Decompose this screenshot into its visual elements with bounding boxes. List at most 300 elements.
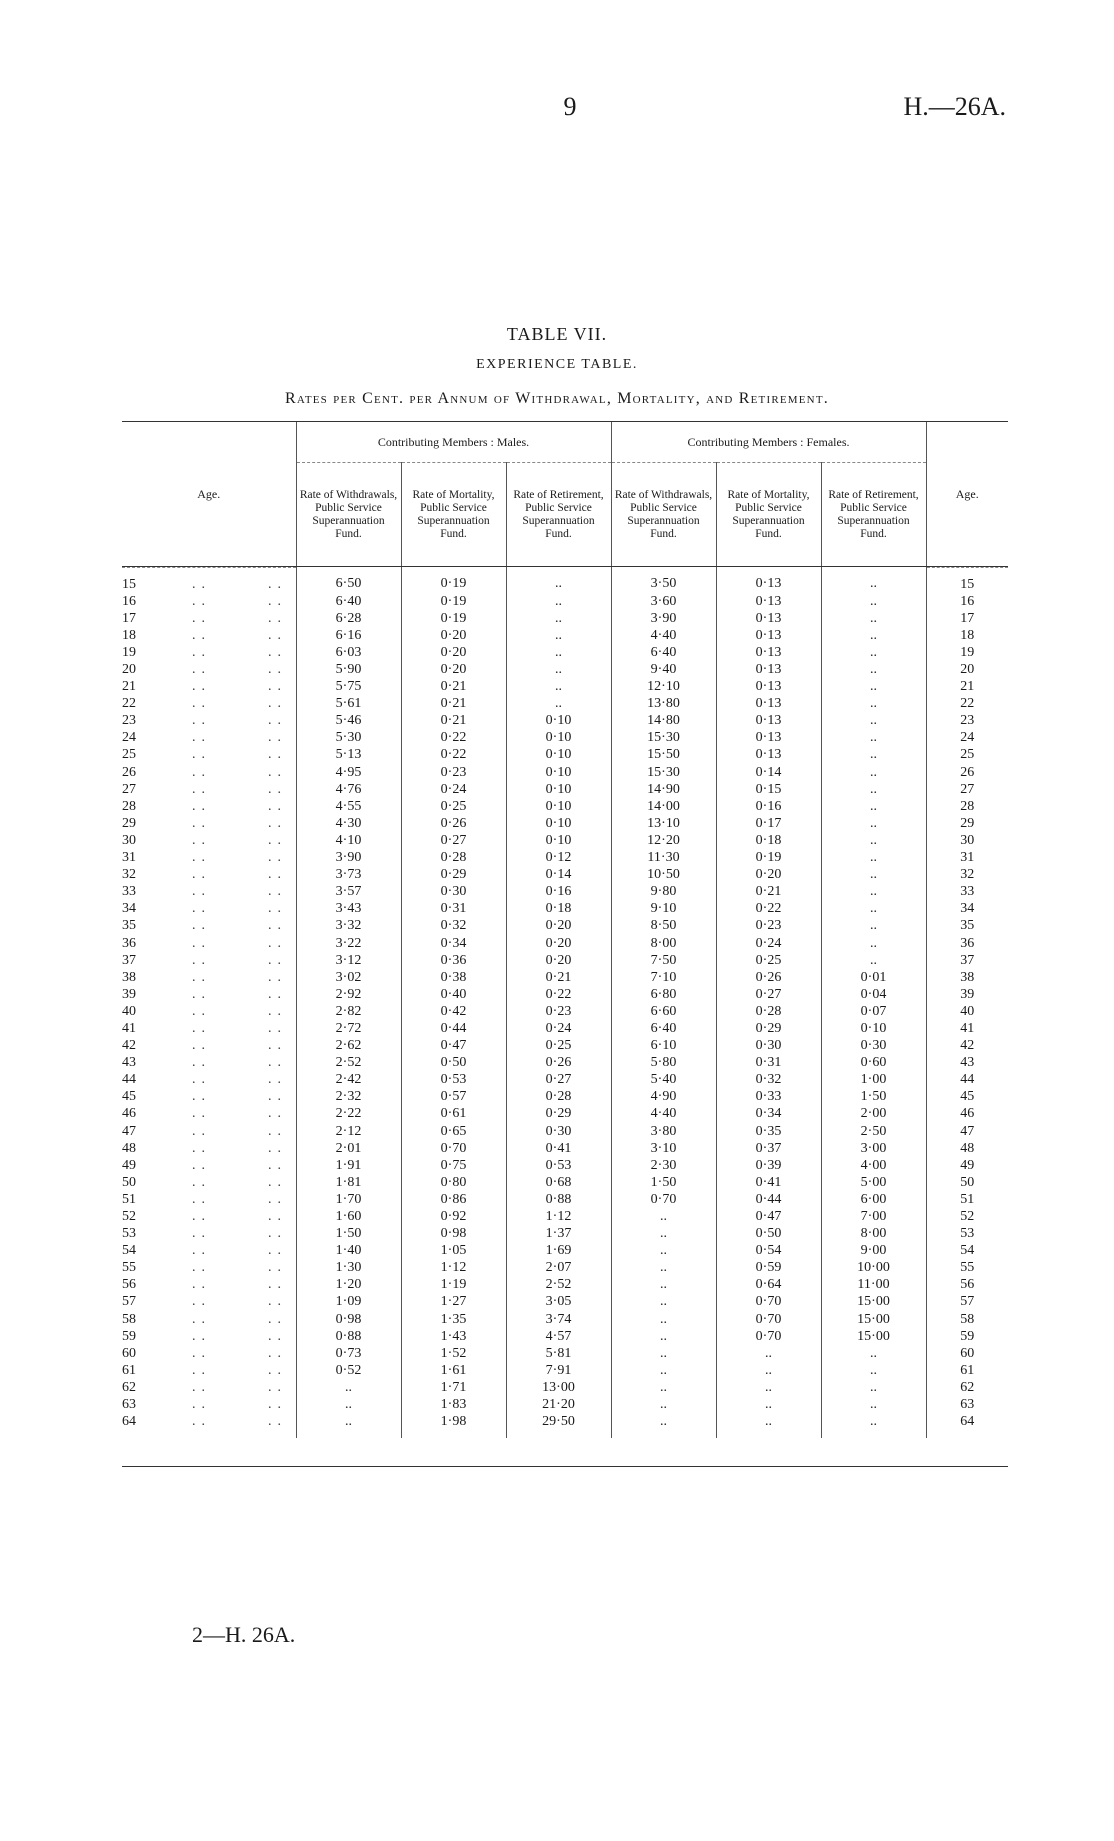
females-retirement-cell: 8·00 — [821, 1225, 926, 1242]
females-mortality-cell: 0·27 — [716, 986, 821, 1003]
column-header-females-mortality: Rate of Mortality, Public Service Superannuation Fund. — [716, 463, 821, 568]
table-row — [122, 1105, 1008, 1122]
leader-dots: .. — [268, 1294, 287, 1310]
table-row — [122, 900, 1008, 917]
males-mortality-cell: 1·35 — [401, 1311, 506, 1328]
males-withdrawal-cell: 3·02 — [296, 969, 401, 986]
age-value: 27 — [122, 781, 136, 797]
leader-dots: .. — [192, 1072, 211, 1088]
males-withdrawal-cell: 2·12 — [296, 1123, 401, 1140]
females-mortality-cell: 0·70 — [716, 1311, 821, 1328]
leader-dots: .. — [192, 610, 211, 626]
age-value: 29 — [122, 815, 136, 831]
leader-dots: .. — [268, 1003, 287, 1019]
males-withdrawal-cell: 4·55 — [296, 798, 401, 815]
males-mortality-cell: 1·61 — [401, 1362, 506, 1379]
females-retirement-cell: 4·00 — [821, 1157, 926, 1174]
column-header-males-retirement: Rate of Retirement, Public Service Superannuation Fund. — [506, 463, 611, 568]
males-retirement-cell: 2·52 — [506, 1276, 611, 1293]
age-value-right: 57 — [926, 1293, 1008, 1310]
males-withdrawal-cell: 3·32 — [296, 917, 401, 934]
females-withdrawal-cell: .. — [611, 1311, 716, 1328]
age-cell — [122, 1174, 296, 1191]
age-value: 43 — [122, 1055, 136, 1071]
age-cell — [122, 1003, 296, 1020]
males-retirement-cell: 0·10 — [506, 712, 611, 729]
males-retirement-cell: 2·07 — [506, 1259, 611, 1276]
males-withdrawal-cell: 6·28 — [296, 610, 401, 627]
age-value: 17 — [122, 610, 136, 626]
age-value: 60 — [122, 1345, 136, 1361]
males-retirement-cell: 0·20 — [506, 934, 611, 951]
age-header-left: Age. — [122, 422, 296, 567]
females-retirement-cell: .. — [821, 883, 926, 900]
age-cell — [122, 1054, 296, 1071]
table-title: TABLE VII. — [506, 324, 608, 344]
males-mortality-cell: 0·44 — [401, 1020, 506, 1037]
males-withdrawal-cell: 3·43 — [296, 900, 401, 917]
leader-dots: .. — [192, 644, 211, 660]
males-withdrawal-cell: 1·30 — [296, 1259, 401, 1276]
age-value-right: 54 — [926, 1242, 1008, 1259]
females-mortality-cell: 0·17 — [716, 815, 821, 832]
males-withdrawal-cell: 1·60 — [296, 1208, 401, 1225]
females-mortality-cell: 0·31 — [716, 1054, 821, 1071]
males-retirement-cell: 0·20 — [506, 952, 611, 969]
females-withdrawal-cell: 6·40 — [611, 644, 716, 661]
age-cell — [122, 1413, 296, 1438]
males-retirement-cell: .. — [506, 627, 611, 644]
females-withdrawal-cell: 3·80 — [611, 1123, 716, 1140]
females-mortality-cell: 0·18 — [716, 832, 821, 849]
age-value-right: 49 — [926, 1157, 1008, 1174]
age-value: 33 — [122, 884, 136, 900]
table-row — [122, 1003, 1008, 1020]
age-cell — [122, 1037, 296, 1054]
females-retirement-cell: .. — [821, 1413, 926, 1438]
males-withdrawal-cell: .. — [296, 1413, 401, 1438]
males-mortality-cell: 0·47 — [401, 1037, 506, 1054]
leader-dots: .. — [192, 1328, 211, 1344]
age-value: 57 — [122, 1294, 136, 1310]
leader-dots: .. — [268, 593, 287, 609]
leader-dots: .. — [192, 952, 211, 968]
leader-dots: .. — [268, 662, 287, 678]
column-header-males-mortality: Rate of Mortality, Public Service Superannuation Fund. — [401, 463, 506, 568]
females-retirement-cell: 2·50 — [821, 1123, 926, 1140]
females-retirement-cell: .. — [821, 832, 926, 849]
leader-dots: .. — [268, 1106, 287, 1122]
females-retirement-cell: 1·00 — [821, 1071, 926, 1088]
males-retirement-cell: 0·26 — [506, 1054, 611, 1071]
age-value-right: 22 — [926, 695, 1008, 712]
females-retirement-cell: .. — [821, 627, 926, 644]
females-retirement-cell: .. — [821, 1379, 926, 1396]
females-retirement-cell: 1·50 — [821, 1088, 926, 1105]
column-header-females-retirement: Rate of Retirement, Public Service Superannuation Fund. — [821, 463, 926, 568]
table-row — [122, 798, 1008, 815]
leader-dots: .. — [268, 1020, 287, 1036]
age-value-right: 55 — [926, 1259, 1008, 1276]
females-retirement-cell: 0·60 — [821, 1054, 926, 1071]
females-retirement-cell: .. — [821, 866, 926, 883]
females-withdrawal-cell: 6·40 — [611, 1020, 716, 1037]
females-group-header: Contributing Members : Females. — [611, 422, 926, 463]
males-mortality-cell: 0·19 — [401, 567, 506, 593]
females-withdrawal-cell: 9·40 — [611, 661, 716, 678]
females-mortality-cell: 0·16 — [716, 798, 821, 815]
age-value-right: 53 — [926, 1225, 1008, 1242]
females-mortality-cell: 0·70 — [716, 1293, 821, 1310]
males-mortality-cell: 1·12 — [401, 1259, 506, 1276]
table-row — [122, 593, 1008, 610]
males-mortality-cell: 0·65 — [401, 1123, 506, 1140]
males-retirement-cell: 0·16 — [506, 883, 611, 900]
age-value: 61 — [122, 1362, 136, 1378]
females-mortality-cell: 0·19 — [716, 849, 821, 866]
males-mortality-cell: 0·53 — [401, 1071, 506, 1088]
females-mortality-cell: 0·20 — [716, 866, 821, 883]
males-retirement-cell: .. — [506, 661, 611, 678]
column-header-females-withdrawals: Rate of Withdrawals, Public Service Superannuation Fund. — [611, 463, 716, 568]
females-mortality-cell: 0·13 — [716, 712, 821, 729]
males-mortality-cell: 1·19 — [401, 1276, 506, 1293]
leader-dots: .. — [268, 627, 287, 643]
age-value: 25 — [122, 747, 136, 763]
age-value-right: 27 — [926, 781, 1008, 798]
age-value: 62 — [122, 1379, 136, 1395]
age-cell — [122, 567, 296, 593]
females-withdrawal-cell: 3·10 — [611, 1140, 716, 1157]
females-withdrawal-cell: 8·00 — [611, 934, 716, 951]
males-retirement-cell: 29·50 — [506, 1413, 611, 1438]
males-group-header: Contributing Members : Males. — [296, 422, 611, 463]
females-withdrawal-cell: 9·80 — [611, 883, 716, 900]
age-value: 18 — [122, 627, 136, 643]
females-mortality-cell: 0·41 — [716, 1174, 821, 1191]
females-mortality-cell: 0·54 — [716, 1242, 821, 1259]
table-row — [122, 1276, 1008, 1293]
age-value-right: 18 — [926, 627, 1008, 644]
age-value-right: 46 — [926, 1105, 1008, 1122]
table-row — [122, 934, 1008, 951]
experience-table — [122, 422, 1008, 1438]
age-cell — [122, 900, 296, 917]
males-withdrawal-cell: 1·40 — [296, 1242, 401, 1259]
males-retirement-cell: 0·21 — [506, 969, 611, 986]
females-withdrawal-cell: .. — [611, 1259, 716, 1276]
females-withdrawal-cell: 14·00 — [611, 798, 716, 815]
males-mortality-cell: 0·20 — [401, 627, 506, 644]
leader-dots: .. — [192, 781, 211, 797]
table-row — [122, 969, 1008, 986]
males-mortality-cell: 0·19 — [401, 593, 506, 610]
age-value-right: 38 — [926, 969, 1008, 986]
age-value-right: 58 — [926, 1311, 1008, 1328]
leader-dots: .. — [268, 969, 287, 985]
males-retirement-cell: 0·28 — [506, 1088, 611, 1105]
age-value: 15 — [122, 576, 136, 592]
females-withdrawal-cell: 1·50 — [611, 1174, 716, 1191]
leader-dots: .. — [268, 1277, 287, 1293]
leader-dots: .. — [192, 1003, 211, 1019]
males-withdrawal-cell: 5·90 — [296, 661, 401, 678]
age-cell — [122, 952, 296, 969]
males-mortality-cell: 0·32 — [401, 917, 506, 934]
age-value-right: 41 — [926, 1020, 1008, 1037]
age-value: 52 — [122, 1209, 136, 1225]
leader-dots: .. — [268, 1157, 287, 1173]
females-retirement-cell: 5·00 — [821, 1174, 926, 1191]
females-mortality-cell: 0·70 — [716, 1328, 821, 1345]
leader-dots: .. — [192, 1106, 211, 1122]
females-withdrawal-cell: 13·80 — [611, 695, 716, 712]
females-withdrawal-cell: 3·60 — [611, 593, 716, 610]
females-mortality-cell: 0·39 — [716, 1157, 821, 1174]
leader-dots: .. — [268, 1226, 287, 1242]
table-row — [122, 1157, 1008, 1174]
females-mortality-cell: 0·26 — [716, 969, 821, 986]
age-cell — [122, 678, 296, 695]
females-retirement-cell: .. — [821, 1345, 926, 1362]
females-retirement-cell: .. — [821, 678, 926, 695]
females-mortality-cell: 0·13 — [716, 729, 821, 746]
males-retirement-cell: 0·10 — [506, 746, 611, 763]
leader-dots: .. — [192, 1226, 211, 1242]
leader-dots: .. — [192, 1140, 211, 1156]
males-retirement-cell: 0·22 — [506, 986, 611, 1003]
age-value: 42 — [122, 1038, 136, 1054]
males-withdrawal-cell: 2·62 — [296, 1037, 401, 1054]
females-retirement-cell: 15·00 — [821, 1293, 926, 1310]
males-withdrawal-cell: 3·90 — [296, 849, 401, 866]
males-withdrawal-cell: 5·75 — [296, 678, 401, 695]
males-retirement-cell: 0·10 — [506, 781, 611, 798]
males-withdrawal-cell: 5·30 — [296, 729, 401, 746]
males-withdrawal-cell: 2·82 — [296, 1003, 401, 1020]
males-withdrawal-cell: 5·13 — [296, 746, 401, 763]
age-cell — [122, 986, 296, 1003]
leader-dots: .. — [268, 935, 287, 951]
males-mortality-cell: 0·20 — [401, 644, 506, 661]
males-mortality-cell: 0·30 — [401, 883, 506, 900]
males-retirement-cell: 0·10 — [506, 764, 611, 781]
males-mortality-cell: 1·71 — [401, 1379, 506, 1396]
age-cell — [122, 1123, 296, 1140]
age-value: 35 — [122, 918, 136, 934]
age-cell — [122, 883, 296, 900]
females-withdrawal-cell: .. — [611, 1242, 716, 1259]
age-cell — [122, 1293, 296, 1310]
table-row — [122, 627, 1008, 644]
males-withdrawal-cell: 2·22 — [296, 1105, 401, 1122]
females-retirement-cell: 15·00 — [821, 1328, 926, 1345]
table-row — [122, 1396, 1008, 1413]
males-mortality-cell: 0·21 — [401, 712, 506, 729]
males-retirement-cell: .. — [506, 567, 611, 593]
females-withdrawal-cell: .. — [611, 1396, 716, 1413]
males-retirement-cell: 0·23 — [506, 1003, 611, 1020]
age-value: 21 — [122, 679, 136, 695]
leader-dots: .. — [192, 679, 211, 695]
females-retirement-cell: .. — [821, 781, 926, 798]
age-value-right: 42 — [926, 1037, 1008, 1054]
males-withdrawal-cell: 0·73 — [296, 1345, 401, 1362]
age-value-right: 63 — [926, 1396, 1008, 1413]
age-value: 23 — [122, 713, 136, 729]
males-mortality-cell: 0·50 — [401, 1054, 506, 1071]
females-withdrawal-cell: .. — [611, 1208, 716, 1225]
age-value: 56 — [122, 1277, 136, 1293]
table-row — [122, 1037, 1008, 1054]
footer-reference: 2—H. 26A. — [192, 1622, 296, 1647]
leader-dots: .. — [268, 798, 287, 814]
age-value-right: 32 — [926, 866, 1008, 883]
age-cell — [122, 1276, 296, 1293]
leader-dots: .. — [192, 576, 211, 592]
males-mortality-cell: 0·23 — [401, 764, 506, 781]
age-value: 34 — [122, 901, 136, 917]
females-mortality-cell: .. — [716, 1345, 821, 1362]
age-value: 49 — [122, 1157, 136, 1173]
females-mortality-cell: 0·64 — [716, 1276, 821, 1293]
table-row — [122, 1071, 1008, 1088]
table-row — [122, 1293, 1008, 1310]
table-row — [122, 1140, 1008, 1157]
males-retirement-cell: 0·41 — [506, 1140, 611, 1157]
females-withdrawal-cell: 15·50 — [611, 746, 716, 763]
age-cell — [122, 917, 296, 934]
males-retirement-cell: 0·12 — [506, 849, 611, 866]
age-value-right: 29 — [926, 815, 1008, 832]
table-body — [122, 567, 1008, 1438]
age-value-right: 61 — [926, 1362, 1008, 1379]
leader-dots: .. — [192, 918, 211, 934]
males-withdrawal-cell: 0·98 — [296, 1311, 401, 1328]
males-mortality-cell: 0·20 — [401, 661, 506, 678]
males-mortality-cell: 1·98 — [401, 1413, 506, 1438]
females-mortality-cell: 0·44 — [716, 1191, 821, 1208]
females-retirement-cell: .. — [821, 917, 926, 934]
females-withdrawal-cell: 13·10 — [611, 815, 716, 832]
males-withdrawal-cell: 0·88 — [296, 1328, 401, 1345]
table-row — [122, 1123, 1008, 1140]
females-withdrawal-cell: .. — [611, 1328, 716, 1345]
females-withdrawal-cell: 5·80 — [611, 1054, 716, 1071]
females-retirement-cell: 11·00 — [821, 1276, 926, 1293]
age-value-right: 39 — [926, 986, 1008, 1003]
age-value-right: 48 — [926, 1140, 1008, 1157]
males-mortality-cell: 1·43 — [401, 1328, 506, 1345]
males-retirement-cell: 0·10 — [506, 729, 611, 746]
leader-dots: .. — [192, 1397, 211, 1413]
age-value: 47 — [122, 1123, 136, 1139]
age-value-right: 59 — [926, 1328, 1008, 1345]
females-mortality-cell: 0·25 — [716, 952, 821, 969]
age-value: 31 — [122, 850, 136, 866]
females-retirement-cell: .. — [821, 746, 926, 763]
table-row — [122, 764, 1008, 781]
table-row — [122, 746, 1008, 763]
table-row — [122, 986, 1008, 1003]
leader-dots: .. — [192, 798, 211, 814]
leader-dots: .. — [192, 730, 211, 746]
age-value-right: 43 — [926, 1054, 1008, 1071]
table-row — [122, 729, 1008, 746]
males-retirement-cell: .. — [506, 610, 611, 627]
females-retirement-cell: .. — [821, 610, 926, 627]
females-withdrawal-cell: 14·80 — [611, 712, 716, 729]
males-retirement-cell: 3·74 — [506, 1311, 611, 1328]
females-withdrawal-cell: 4·90 — [611, 1088, 716, 1105]
females-retirement-cell: 0·04 — [821, 986, 926, 1003]
females-mortality-cell: .. — [716, 1413, 821, 1438]
age-value: 39 — [122, 986, 136, 1002]
females-mortality-cell: 0·32 — [716, 1071, 821, 1088]
age-value-right: 45 — [926, 1088, 1008, 1105]
females-mortality-cell: 0·13 — [716, 661, 821, 678]
age-value: 63 — [122, 1397, 136, 1413]
females-mortality-cell: 0·59 — [716, 1259, 821, 1276]
males-retirement-cell: 0·18 — [506, 900, 611, 917]
females-mortality-cell: 0·22 — [716, 900, 821, 917]
females-mortality-cell: 0·24 — [716, 934, 821, 951]
males-retirement-cell: 0·14 — [506, 866, 611, 883]
age-cell — [122, 764, 296, 781]
age-cell — [122, 593, 296, 610]
table-bottom-rule — [122, 1466, 1008, 1467]
header-bottom-rule — [122, 566, 1008, 567]
males-mortality-cell: 0·86 — [401, 1191, 506, 1208]
leader-dots: .. — [268, 850, 287, 866]
males-retirement-cell: 21·20 — [506, 1396, 611, 1413]
age-cell — [122, 1345, 296, 1362]
age-value-right: 21 — [926, 678, 1008, 695]
females-retirement-cell: 15·00 — [821, 1311, 926, 1328]
females-withdrawal-cell: 6·10 — [611, 1037, 716, 1054]
age-value: 38 — [122, 969, 136, 985]
age-cell — [122, 695, 296, 712]
age-value-right: 34 — [926, 900, 1008, 917]
leader-dots: .. — [192, 1038, 211, 1054]
males-withdrawal-cell: 3·12 — [296, 952, 401, 969]
age-cell — [122, 1140, 296, 1157]
leader-dots: .. — [192, 884, 211, 900]
females-retirement-cell: .. — [821, 1362, 926, 1379]
females-retirement-cell: .. — [821, 900, 926, 917]
males-withdrawal-cell: 6·16 — [296, 627, 401, 644]
table-row — [122, 1413, 1008, 1438]
females-withdrawal-cell: 14·90 — [611, 781, 716, 798]
age-cell — [122, 1259, 296, 1276]
females-mortality-cell: 0·47 — [716, 1208, 821, 1225]
age-header-right: Age. — [926, 422, 1008, 567]
document-reference: H.—26A. — [903, 92, 1006, 121]
table-row — [122, 1225, 1008, 1242]
age-cell — [122, 849, 296, 866]
females-mortality-cell: 0·14 — [716, 764, 821, 781]
leader-dots: .. — [268, 730, 287, 746]
females-retirement-cell: 9·00 — [821, 1242, 926, 1259]
age-value-right: 24 — [926, 729, 1008, 746]
males-withdrawal-cell: 3·73 — [296, 866, 401, 883]
males-retirement-cell: 0·10 — [506, 798, 611, 815]
females-retirement-cell: .. — [821, 798, 926, 815]
females-retirement-cell: .. — [821, 593, 926, 610]
age-value: 51 — [122, 1191, 136, 1207]
age-value: 50 — [122, 1174, 136, 1190]
males-withdrawal-cell: 2·42 — [296, 1071, 401, 1088]
